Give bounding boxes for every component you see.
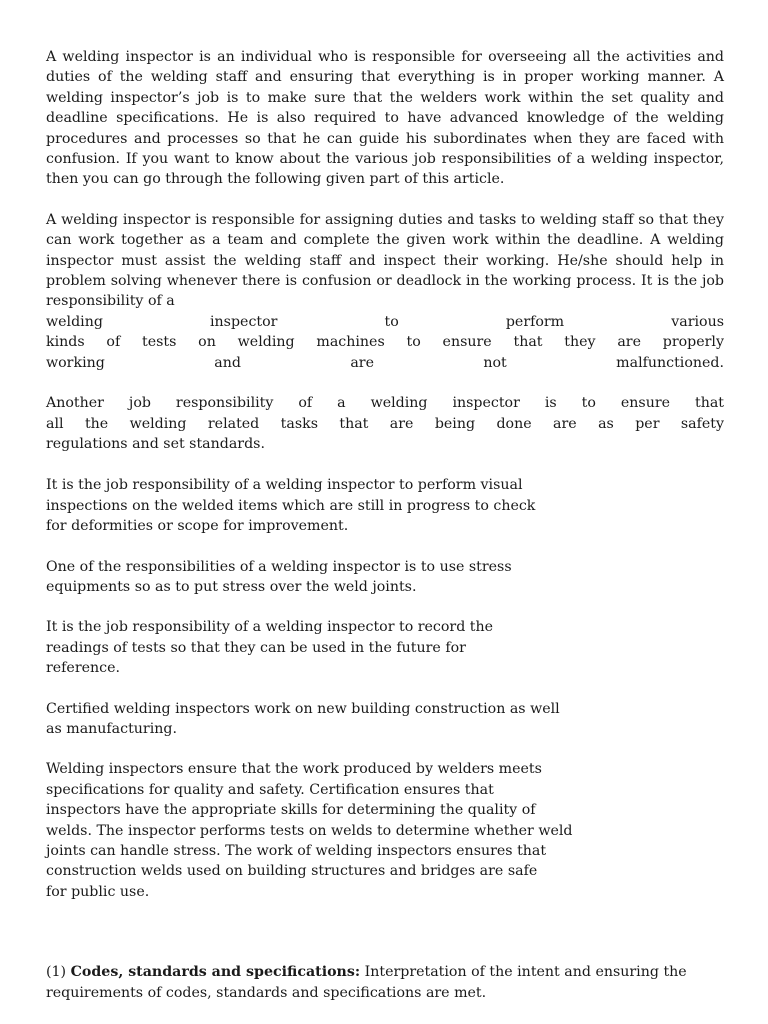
codes-paragraph — [46, 962, 724, 1003]
text-line: inspections on the welded items which are still in progress to check — [46, 497, 536, 514]
text-line: inspectors have the appropriate skills for determining the quality of — [46, 802, 536, 819]
duties-line-1: welding inspector to perform various — [46, 313, 724, 330]
duties-line-3: working and are not malfunctioned. — [46, 354, 724, 371]
duties-paragraph — [46, 210, 724, 373]
text-line: specifications for quality and safety. Certification ensures that — [46, 781, 494, 798]
text-line: It is the job responsibility of a welding inspector to record the — [46, 619, 494, 636]
safety-line-2: all the welding related tasks that are being done are as per safety — [46, 415, 724, 432]
text-line: Welding inspectors ensure that the work produced by welders meets — [46, 761, 542, 778]
certified-paragraph — [46, 699, 724, 740]
text-line: for deformities or scope for improvement. — [46, 518, 349, 535]
visual-inspection-paragraph — [46, 475, 724, 536]
record-paragraph — [46, 617, 724, 678]
text-line: equipments so as to put stress over the weld joints. — [46, 578, 417, 595]
text-line: joints can handle stress. The work of welding inspectors ensures that — [46, 843, 547, 859]
duties-main-text: A welding inspector is responsible for assigning duties and tasks to welding staff so that they can work together as a team and complete the given work within the deadline. A welding inspector must assist the welding staff and inspect their working. He/she should help in problem solving whenever there is confusion or deadlock in the working process. It is the job responsibility of a — [46, 211, 724, 310]
codes-text: Interpretation of the intent and ensuring the requirements of codes, standards and specifications are met. — [46, 964, 687, 1001]
codes-number: (1) — [46, 964, 67, 981]
text-line: construction welds used on building structures and bridges are safe — [46, 863, 538, 880]
codes-heading: Codes, standards and specifications: — [70, 964, 361, 981]
safety-paragraph — [46, 393, 724, 454]
text-line: It is the job responsibility of a welding inspector to perform visual — [46, 477, 523, 494]
text-line: One of the responsibilities of a welding inspector is to use stress — [46, 558, 512, 575]
text-line: readings of tests so that they can be used in the future for — [46, 639, 466, 656]
text-line: Certified welding inspectors work on new building construction as well — [46, 700, 560, 717]
ensure-paragraph — [46, 759, 724, 902]
safety-line-1: Another job responsibility of a welding inspector is to ensure that — [46, 395, 724, 412]
text-line: as manufacturing. — [46, 720, 177, 737]
duties-line-2: kinds of tests on welding machines to ensure that they are properly — [46, 334, 724, 351]
text-line: for public use. — [46, 883, 150, 900]
stress-paragraph — [46, 557, 724, 598]
text-line: reference. — [46, 660, 120, 677]
text-line: welds. The inspector performs tests on welds to determine whether weld — [46, 822, 573, 839]
intro-paragraph: A welding inspector is an individual who is responsible for overseeing all the activities and duties of the welding staff and ensuring that everything is in proper working manner. A welding inspector’s job is to make sure that the welders work within the set quality and deadline specifications. He is also required to have advanced knowledge of the welding procedures and processes so that he can guide his subordinates when they are faced with confusion. If you want to know about the various job responsibilities of a welding inspector, then you can go through the following given part of this article. — [46, 49, 724, 188]
safety-line-3: regulations and set standards. — [46, 435, 265, 452]
